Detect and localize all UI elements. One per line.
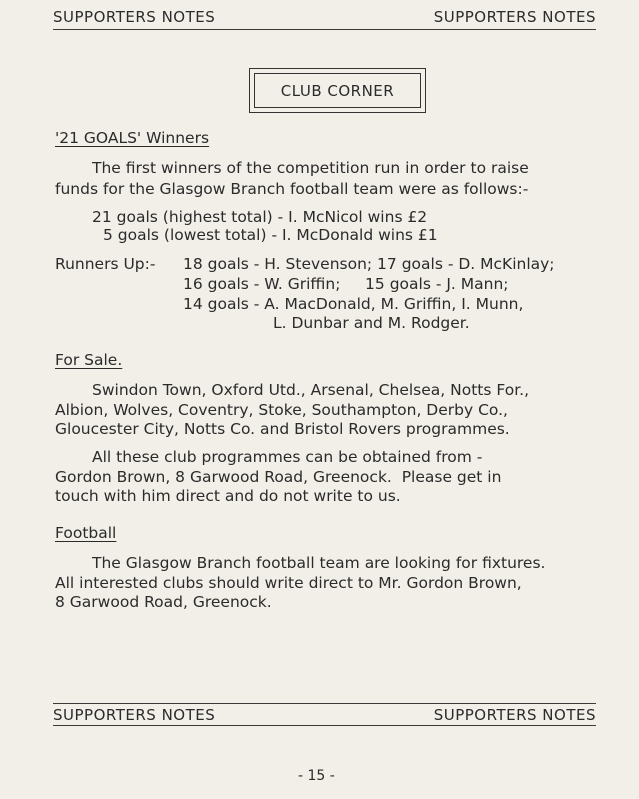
page-title: CLUB CORNER (254, 73, 421, 108)
runners-line-3: 14 goals - A. MacDonald, M. Griffin, I. Munn, (183, 295, 524, 313)
page-number: - 15 - (298, 768, 335, 784)
title-box (249, 68, 426, 113)
sale-p2-line-2: Gordon Brown, 8 Garwood Road, Greenock. Please get in (55, 468, 502, 486)
top-header-left: SUPPORTERS NOTES (53, 8, 216, 26)
goals-intro-2: funds for the Glasgow Branch football team were as follows:- (55, 180, 529, 198)
top-header (53, 8, 596, 26)
runners-line-1: 18 goals - H. Stevenson; 17 goals - D. McKinlay; (183, 255, 555, 273)
top-header-right: SUPPORTERS NOTES (433, 8, 596, 26)
sale-p1-line-3: Gloucester City, Notts Co. and Bristol Rovers programmes. (55, 420, 510, 438)
sale-p1-line-1: Swindon Town, Oxford Utd., Arsenal, Chelsea, Notts For., (92, 381, 530, 399)
bottom-rule-top (53, 703, 596, 704)
football-heading: Football (55, 524, 117, 542)
goals-highest: 21 goals (highest total) - I. McNicol wins £2 (92, 208, 428, 226)
goals-heading: '21 GOALS' Winners (55, 129, 210, 147)
bottom-rule (53, 725, 596, 726)
sale-p2-line-1: All these club programmes can be obtained from - (92, 448, 483, 466)
goals-lowest: 5 goals (lowest total) - I. McDonald wins £1 (103, 226, 438, 244)
top-rule (53, 29, 596, 30)
goals-intro-1: The first winners of the competition run in order to raise (92, 159, 529, 177)
football-line-1: The Glasgow Branch football team are looking for fixtures. (92, 554, 546, 572)
runners-label: Runners Up:- (55, 255, 156, 273)
football-line-2: All interested clubs should write direct to Mr. Gordon Brown, (55, 574, 522, 592)
bottom-header-right: SUPPORTERS NOTES (433, 706, 596, 724)
bottom-header-left: SUPPORTERS NOTES (53, 706, 216, 724)
sale-p1-line-2: Albion, Wolves, Coventry, Stoke, Southampton, Derby Co., (55, 401, 508, 419)
runners-line-2: 16 goals - W. Griffin; 15 goals - J. Mann; (183, 275, 509, 293)
bottom-header (53, 706, 596, 724)
sale-p2-line-3: touch with him direct and do not write to us. (55, 487, 401, 505)
sale-heading: For Sale. (55, 351, 123, 369)
football-line-3: 8 Garwood Road, Greenock. (55, 593, 272, 611)
runners-line-4: L. Dunbar and M. Rodger. (273, 314, 470, 332)
